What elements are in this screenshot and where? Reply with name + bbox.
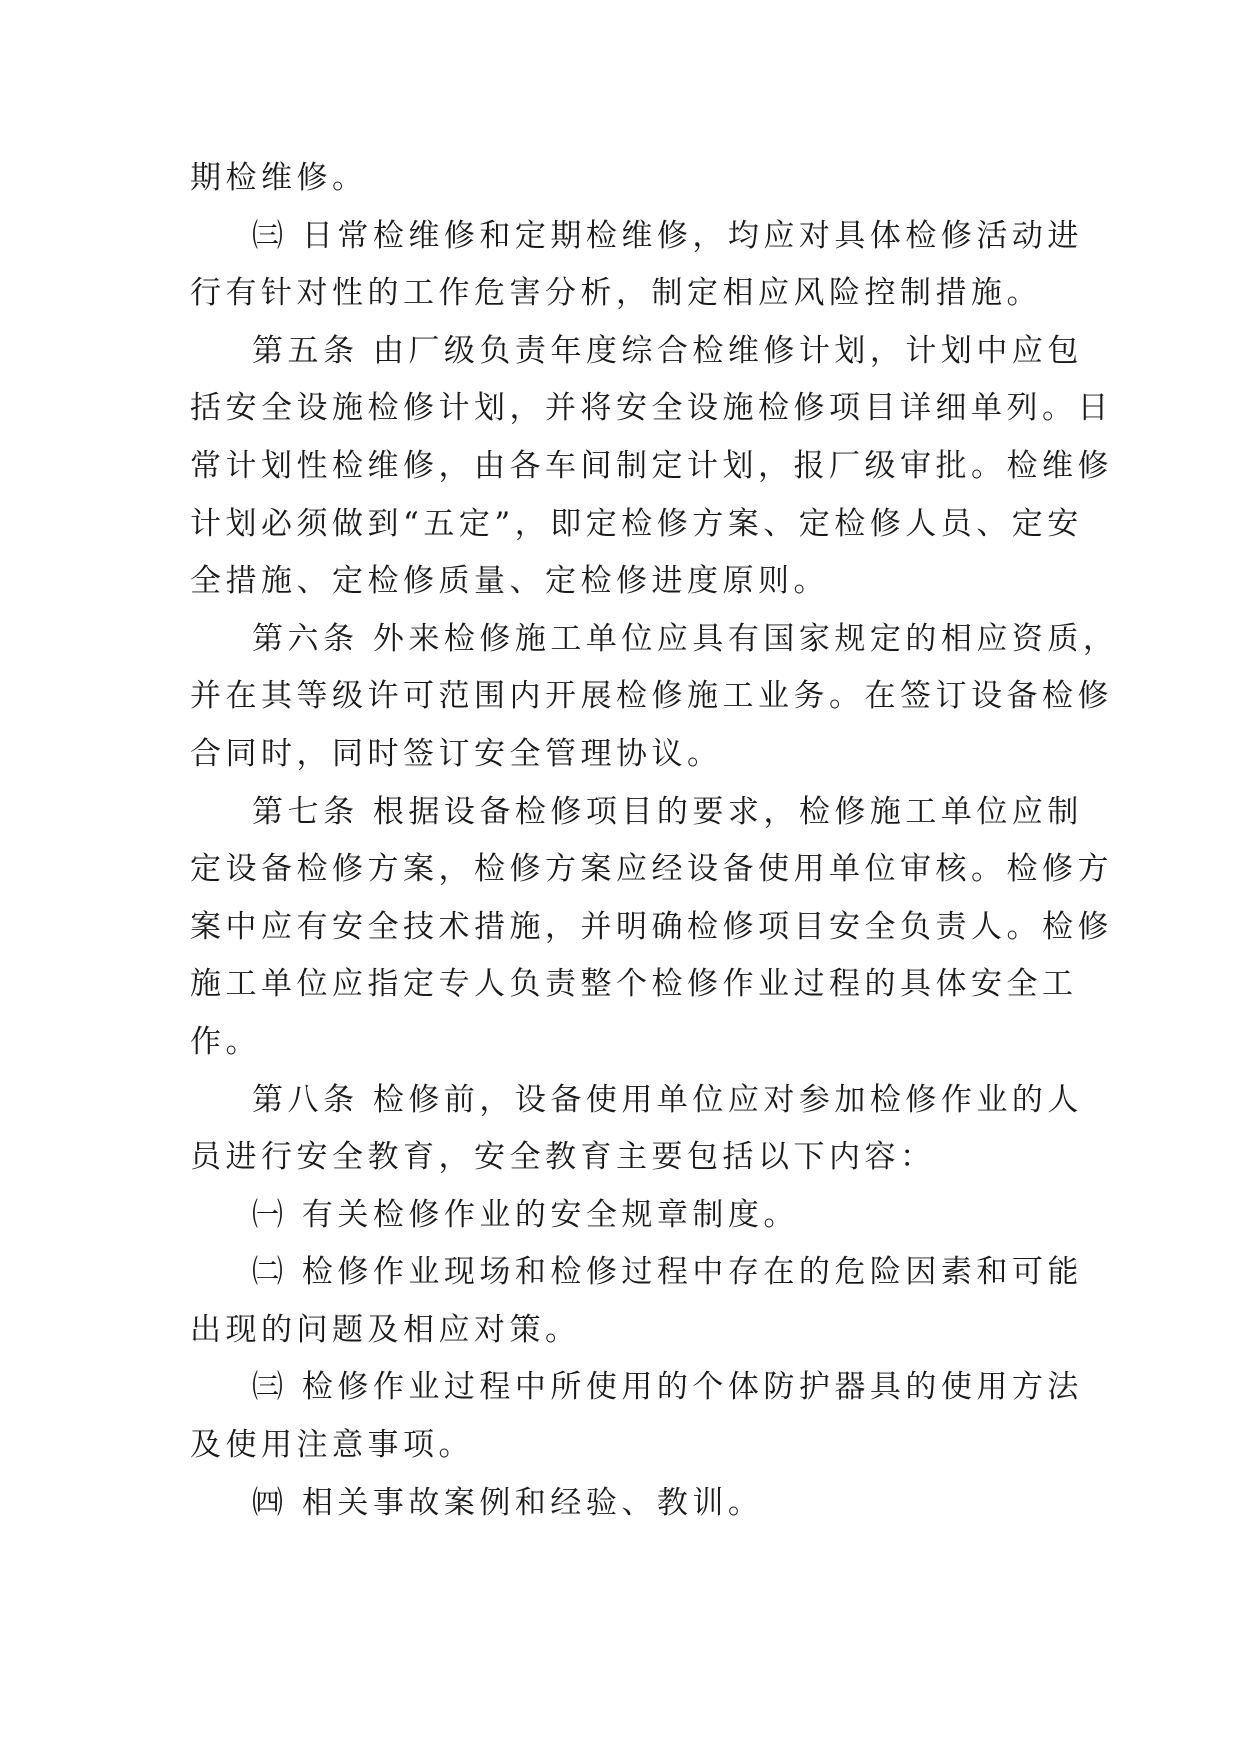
text-line: ㈢ 检修作业过程中所使用的个体防护器具的使用方法 [252, 1369, 1083, 1406]
text-line: 计划必须做到“五定”，即定检修方案、定检修人员、定安 [190, 505, 1083, 542]
text-line: ㈡ 检修作业现场和检修过程中存在的危险因素和可能 [252, 1254, 1083, 1291]
text-line: 及使用注意事项。 [190, 1427, 474, 1464]
text-line: 作。 [190, 1023, 261, 1060]
text-line: 行有针对性的工作危害分析，制定相应风险控制措施。 [190, 275, 1042, 312]
text-line: 常计划性检维修，由各车间制定计划，报厂级审批。检维修 [190, 447, 1113, 484]
text-line: 第六条 外来检修施工单位应具有国家规定的相应资质， [252, 620, 1119, 657]
text-line: 第七条 根据设备检修项目的要求，检修施工单位应制 [252, 793, 1083, 830]
text-line: ㈢ 日常检维修和定期检维修，均应对具体检修活动进 [252, 217, 1083, 254]
text-line: 括安全设施检修计划，并将安全设施检修项目详细单列。日 [190, 390, 1113, 427]
text-line: ㈣ 相关事故案例和经验、教训。 [252, 1484, 764, 1521]
text-line: 第八条 检修前，设备使用单位应对参加检修作业的人 [252, 1081, 1083, 1118]
text-line: ㈠ 有关检修作业的安全规章制度。 [252, 1196, 799, 1233]
text-line: 出现的问题及相应对策。 [190, 1311, 581, 1348]
text-line: 并在其等级许可范围内开展检修施工业务。在签订设备检修 [190, 678, 1113, 715]
text-line: 合同时，同时签订安全管理协议。 [190, 735, 723, 772]
text-line: 施工单位应指定专人负责整个检修作业过程的具体安全工 [190, 966, 1078, 1003]
text-line: 第五条 由厂级负责年度综合检维修计划，计划中应包 [252, 332, 1083, 369]
text-line: 定设备检修方案，检修方案应经设备使用单位审核。检修方 [190, 851, 1113, 888]
text-line: 全措施、定检修质量、定检修进度原则。 [190, 563, 829, 600]
text-line: 员进行安全教育，安全教育主要包括以下内容： [190, 1139, 936, 1176]
text-line: 案中应有安全技术措施，并明确检修项目安全负责人。检修 [190, 908, 1113, 945]
document-body [190, 150, 1119, 1532]
text-line: 期检维修。 [190, 160, 368, 196]
